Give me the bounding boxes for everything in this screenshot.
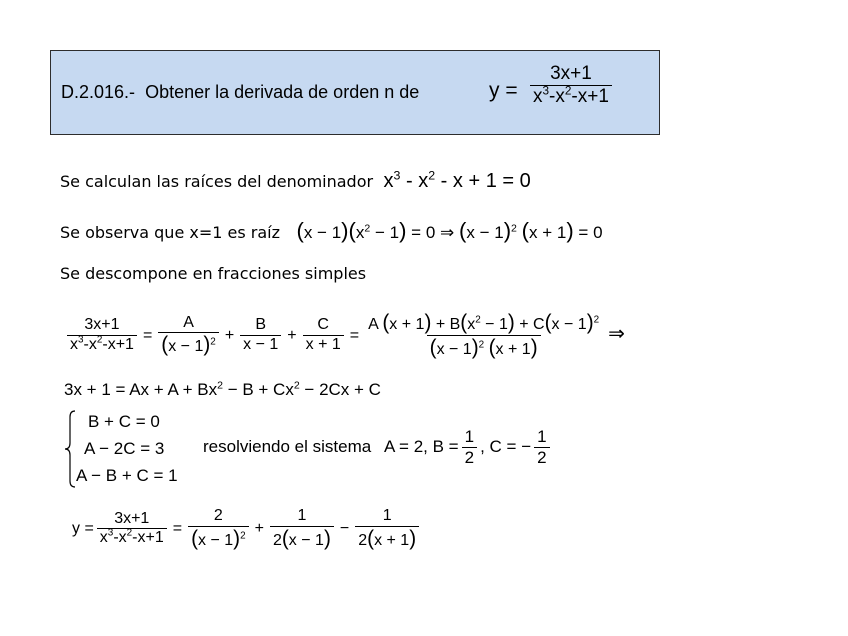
function-denominator: $x^3-x^2-x+1$ xyxy=(530,85,612,107)
system-equation-2: A − 2C = 3 xyxy=(84,439,165,458)
implies-arrow: ⇒ xyxy=(608,322,625,345)
solution-b-lhs: B = xyxy=(432,436,459,456)
problem-code: D.2.016.- xyxy=(61,82,136,102)
problem-statement xyxy=(61,82,419,103)
combined-fraction: $\frac{A (x + 1) + B(x^2 - 1) + C(x - 1)^2}{(x - 1)^2 (x + 1)}$ xyxy=(368,311,600,359)
system-solution xyxy=(203,428,553,467)
left-brace-icon xyxy=(64,409,76,489)
result-term-1: $\frac{2}{(x - 1)^2}$ xyxy=(188,508,249,550)
result-term-2: $\frac{1}{2(x - 1)}$ xyxy=(270,508,334,550)
step-decompose-text: Se descompone en fracciones simples xyxy=(60,264,367,283)
result-equation: y = $\frac{3x+1}{x^3-x^2-x+1}$ = $\frac{2}{(x - 1)^2}$ + $\frac{1}{2(x - 1)}$ − $\frac{1}{2(x + 1)}$ xyxy=(72,508,422,550)
solution-c-fraction: $\frac{1}{2}$ xyxy=(534,428,549,467)
problem-text: Obtener la derivada de orden n de xyxy=(145,82,420,102)
problem-header xyxy=(50,50,660,135)
term-c-fraction: $\frac{C}{x + 1}$ xyxy=(303,317,344,354)
step-root-check xyxy=(60,218,603,244)
function-fraction xyxy=(530,64,612,107)
step-root-check-text: Se observa que x=1 es raíz xyxy=(60,223,281,242)
function-numerator: 3x+1 xyxy=(550,63,592,84)
term-a-fraction: $\frac{A}{(x - 1)^2}$ xyxy=(158,315,219,357)
result-lhs: y = xyxy=(72,520,94,538)
solving-text: resolviendo el sistema xyxy=(203,436,372,456)
linear-system xyxy=(64,408,178,489)
step-roots xyxy=(60,170,531,193)
solution-a: A = 2, xyxy=(383,436,428,456)
result-term-3: $\frac{1}{2(x + 1)}$ xyxy=(355,508,419,550)
step-roots-text: Se calculan las raíces del denominador xyxy=(60,172,374,191)
term-b-fraction: $\frac{B}{x - 1}$ xyxy=(240,317,281,354)
result-function-fraction: $\frac{3x+1}{x^3-x^2-x+1}$ xyxy=(97,511,167,548)
solution-c-lhs: , C = − xyxy=(480,436,532,456)
expansion-equation: $3x + 1 = Ax + A + Bx^2 - B + Cx^2 - 2Cx + C$ xyxy=(64,379,381,399)
partial-fraction-equation: $\frac{3x+1}{x^3-x^2-x+1}$ = $\frac{A}{(x - 1)^2}$ + $\frac{B}{x - 1}$ + $\frac{C}{x + 1}$ = $\frac{A (x + 1) + B(x^2 - 1) + C(x - 1)^2}{(x - 1)^2 (x + 1)}$ ⇒ xyxy=(64,312,628,359)
function-lhs: y = xyxy=(489,79,518,102)
step-roots-equation: $x^3 - x^2 - x + 1 = 0$ xyxy=(383,168,531,192)
solution-b-fraction: $\frac{1}{2}$ xyxy=(462,428,477,467)
lhs-fraction: $\frac{3x+1}{x^3-x^2-x+1}$ xyxy=(67,317,137,354)
step-root-check-equation: $(x - 1)(x^2 - 1) = 0$ ⇒ $(x - 1)^2$ (x + 1) = 0 xyxy=(296,218,603,243)
system-equation-1: B + C = 0 xyxy=(88,412,160,431)
system-equation-3: A − B + C = 1 xyxy=(76,466,178,485)
